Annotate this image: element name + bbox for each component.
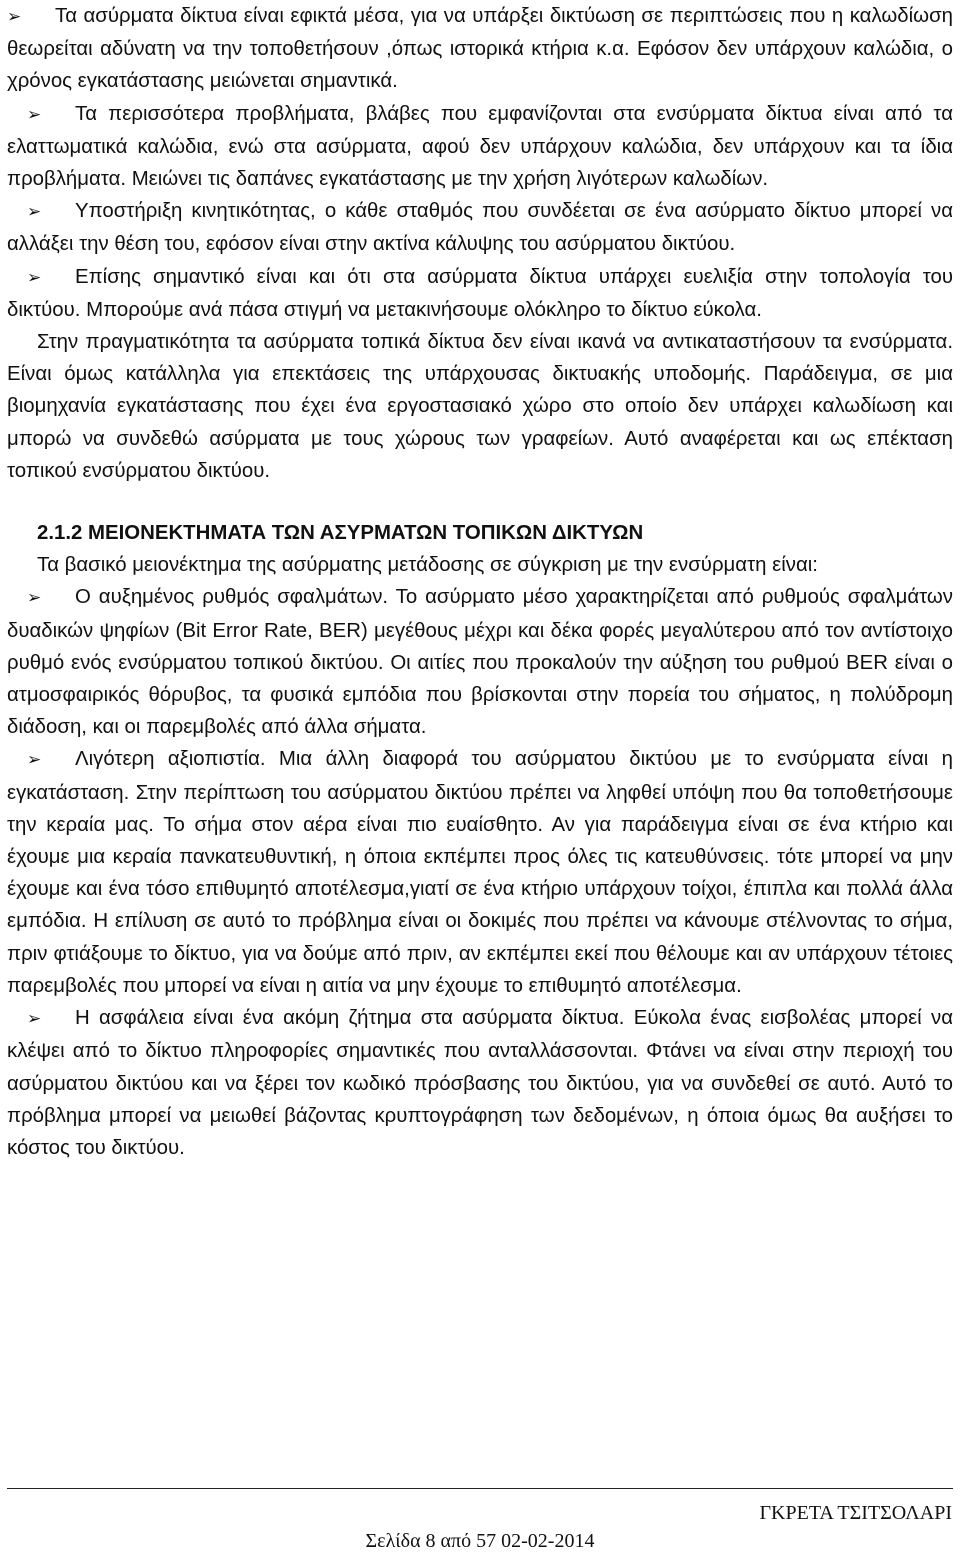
arrowhead-bullet-icon: ➢: [27, 202, 42, 223]
bullet-text: Επίσης σημαντικό είναι και ότι στα ασύρματα δίκτυα υπάρχει ευελιξία στην τοπολογία του δικτύου. Μπορούμε ανά πάσα στιγμή να μετακινήσουμε ολόκληρο το δίκτυο εύκολα.: [7, 265, 953, 321]
section-intro: Τα βασικό μειονέκτημα της ασύρματης μετάδοσης σε σύγκριση με την ενσύρματη είναι:: [37, 554, 818, 577]
bullet-paragraph-7: [7, 1002, 953, 1164]
section-spacer: [7, 487, 953, 517]
bullet-paragraph-1: [7, 0, 953, 98]
document-body: [7, 0, 953, 1164]
section-heading: 2.1.2 ΜΕΙΟΝΕΚΤΗΜΑΤΑ ΤΩΝ ΑΣΥΡΜΑΤΩΝ ΤΟΠΙΚΩΝ ΔΙΚΤΥΩΝ: [37, 522, 644, 545]
arrowhead-bullet-icon: ➢: [27, 750, 42, 771]
bullet-paragraph-3: [7, 195, 953, 260]
footer-page-number: Σελίδα 8 από 57 02-02-2014: [365, 1530, 595, 1552]
bullet-text: Ο αυξημένος ρυθμός σφαλμάτων. Το ασύρματο μέσο χαρακτηρίζεται από ρυθμούς σφαλμάτων δυαδικών ψηφίων (Bit Error Rate, BER) μεγέθους μέχρι και δέκα φορές μεγαλύτερου από τον αντίστοιχο ρυθμό ενός ενσύρματου τοπικού δικτύου. Οι αιτίες που προκαλούν την αύξηση του ρυθμού BER είναι ο ατμοσφαιρικός θόρυβος, τα φυσικά εμπόδια που βρίσκονται στην πορεία του σήματος, η πολύδρομη διάδοση, και οι παρεμβολές από άλλα σήματα.: [7, 586, 953, 739]
bullet-paragraph-6: [7, 743, 953, 1002]
bullet-paragraph-5: [7, 581, 953, 743]
bullet-paragraph-4: [7, 261, 953, 326]
arrowhead-bullet-icon: ➢: [27, 104, 42, 125]
arrowhead-bullet-icon: ➢: [27, 267, 42, 288]
bullet-text: Τα ασύρματα δίκτυα είναι εφικτά μέσα, για να υπάρξει δικτύωση σε περιπτώσεις που η καλωδίωση θεωρείται αδύνατη να την τοποθετήσουν ,όπως ιστορικά κτήρια κ.α. Εφόσον δεν υπάρχουν καλώδια, ο χρόνος εγκατάστασης μειώνεται σημαντικά.: [7, 5, 953, 93]
bullet-text: Υποστήριξη κινητικότητας, ο κάθε σταθμός που συνδέεται σε ένα ασύρματο δίκτυο μπορεί να αλλάξει την θέση του, εφόσον είναι στην ακτίνα κάλυψης του ασύρματου δικτύου.: [7, 200, 953, 256]
footer-divider: [7, 1488, 953, 1489]
bullet-text: Λιγότερη αξιοπιστία. Μια άλλη διαφορά του ασύρματου δικτύου με το ενσύρματα είναι η εγκατάσταση. Στην περίπτωση του ασύρματου δικτύου πρέπει να ληφθεί υπόψη που θα τοποθετήσουμε την κεραία μας. Το σήμα στον αέρα είναι πιο ευαίσθητο. Αν για παράδειγμα είναι σε ένα κτήριο και έχουμε μια κεραία πανκατευθυντική, η όποια εκπέμπει προς όλες τις κατευθύνσεις. τότε μπορεί να μην έχουμε και ένα τόσο επιθυμητό αποτέλεσμα,γιατί σε ένα κτήριο υπάρχουν τοίχοι, έπιπλα και πολλά άλλα εμπόδια. Η επίλυση σε αυτό το πρόβλημα είναι οι δοκιμές που πρέπει να κάνουμε στέλνοντας το σήμα, πριν φτιάξουμε το δίκτυο, για να δούμε από πριν, αν εκπέμπει εκεί που θέλουμε και αν υπάρχουν τέτοιες παρεμβολές που μπορεί να είναι η αιτία να μην έχουμε το επιθυμητό αποτέλεσμα.: [7, 748, 953, 997]
bullet-text: Η ασφάλεια είναι ένα ακόμη ζήτημα στα ασύρματα δίκτυα. Εύκολα ένας εισβολέας μπορεί να κλέψει από το δίκτυο πληροφορίες σημαντικές που ανταλλάσσονται. Φτάνει να είναι στην περιοχή του ασύρματου δικτύου και να ξέρει τον κωδικό πρόσβασης του δικτύου, για να συνδεθεί σε αυτό. Αυτό το πρόβλημα μπορεί να μειωθεί βάζοντας κρυπτογράφηση των δεδομένων, η όποια όμως θα αυξήσει το κόστος του δικτύου.: [7, 1007, 953, 1159]
bullet-paragraph-2: [7, 98, 953, 196]
summary-paragraph: Στην πραγματικότητα τα ασύρματα τοπικά δίκτυα δεν είναι ικανά να αντικαταστήσουν τα ενσύρματα. Είναι όμως κατάλληλα για επεκτάσεις της υπάρχουσας δικτυακής υποδομής. Παράδειγμα, σε μια βιομηχανία εγκατάστασης που έχει ένα εργοστασιακό χώρο στο οποίο δεν υπάρχει καλωδίωση και μπορώ να συνδεθώ ασύρματα με τους χώρους των γραφείων. Αυτό αναφέρεται και ως επέκταση τοπικού ενσύρματου δικτύου.: [7, 331, 953, 482]
footer-author: ΓΚΡΕΤΑ ΤΣΙΤΣΟΛΑΡΙ: [759, 1502, 952, 1524]
arrowhead-bullet-icon: ➢: [27, 588, 42, 609]
bullet-text: Τα περισσότερα προβλήματα, βλάβες που εμφανίζονται στα ενσύρματα δίκτυα είναι από τα ελαττωματικά καλώδια, ενώ στα ασύρματα, αφού δεν υπάρχουν καλώδια, δεν υπάρχουν και τα ίδια προβλήματα. Μειώνει τις δαπάνες εγκατάστασης με την χρήση λιγότερων καλωδίων.: [7, 102, 953, 191]
arrowhead-bullet-icon: ➢: [27, 1009, 42, 1030]
arrowhead-bullet-icon: ➢: [7, 7, 22, 27]
